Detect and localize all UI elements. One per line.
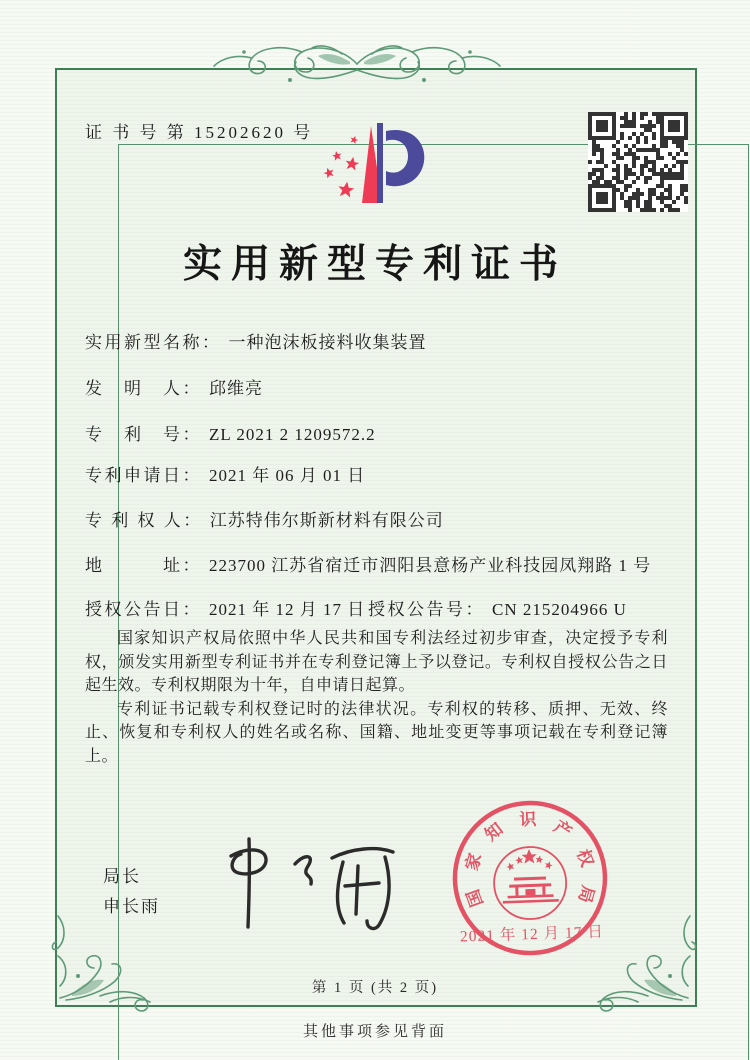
- certificate-title: 实用新型专利证书: [182, 243, 567, 286]
- field-cell-grant-date: [85, 600, 365, 619]
- field-row-utility-model-name: [85, 328, 688, 352]
- field-row-inventor: [85, 374, 688, 398]
- field-label: 发 明 人：: [85, 379, 202, 398]
- seal-date: 2021 年 12 月 17 日: [459, 923, 605, 946]
- legal-paragraph-1: 国家知识产权局依照中华人民共和国专利法经过初步审查，决定授予专利权，颁发实用新型专利证书并在专利登记簿上予以登记。专利权自授权公告之日起生效。专利权期限为十年，自申请日起算。: [85, 630, 668, 694]
- seal-agency-char: 产: [550, 816, 576, 843]
- seal-agency-char: 局: [574, 883, 598, 905]
- field-row-patentee: [85, 506, 688, 530]
- legal-text-block: [85, 627, 668, 768]
- field-label: 授权公告号：: [368, 600, 485, 619]
- field-value: 江苏特伟尔斯新材料有限公司: [209, 511, 444, 530]
- top-flourish-ornament-icon: [212, 40, 502, 90]
- field-value: 邱维亮: [209, 379, 263, 398]
- seal-agency-char: 识: [519, 809, 537, 830]
- field-row-filing-date: [85, 461, 688, 485]
- corner-flourish-bottom-left-icon: [50, 906, 160, 1016]
- field-value: ZL 2021 2 1209572.2: [209, 425, 376, 444]
- director-name: 申长雨: [103, 897, 160, 916]
- field-value: 一种泡沫板接料收集装置: [228, 333, 427, 352]
- field-label: 专利申请日：: [85, 466, 202, 485]
- signature-autograph-icon: [195, 826, 407, 934]
- field-cell-grant-number: [368, 595, 627, 620]
- field-label: 授权公告日：: [85, 600, 202, 619]
- field-label: 专 利 权 人：: [85, 511, 203, 530]
- field-label: 专 利 号：: [85, 425, 202, 444]
- field-row-patent-number: [85, 420, 688, 444]
- certificate-number: 证 书 号 第 15202620 号: [85, 123, 314, 142]
- field-value: CN 215204966 U: [492, 600, 627, 619]
- page-indicator: 第 1 页 (共 2 页): [311, 980, 439, 996]
- field-value: 223700 江苏省宿迁市泗阳县意杨产业科技园凤翔路 1 号: [209, 556, 652, 575]
- field-label: 地 址：: [85, 556, 202, 575]
- field-row-address: [85, 551, 688, 575]
- seal-agency-char: 权: [573, 846, 597, 870]
- field-value: 2021 年 06 月 01 日: [209, 466, 366, 485]
- director-block: [103, 862, 160, 922]
- seal-agency-char: 国: [463, 886, 487, 910]
- field-label: 实用新型名称：: [85, 333, 222, 352]
- official-seal: [442, 790, 620, 968]
- cnipa-logo-icon: [298, 110, 468, 217]
- qr-code-icon: [588, 112, 688, 212]
- seal-agency-char: 家: [462, 851, 486, 873]
- director-title: 局长: [103, 867, 141, 886]
- field-value: 2021 年 12 月 17 日: [209, 600, 366, 619]
- legal-paragraph-2: 专利证书记载专利权登记时的法律状况。专利权的转移、质押、无效、终止、恢复和专利权人的姓名或名称、国籍、地址变更等事项记载在专利登记簿上。: [85, 700, 668, 765]
- field-row-grant-date-and-number: [85, 595, 688, 619]
- seal-agency-char: 知: [481, 819, 507, 845]
- back-note: 其他事项参见背面: [302, 1024, 447, 1040]
